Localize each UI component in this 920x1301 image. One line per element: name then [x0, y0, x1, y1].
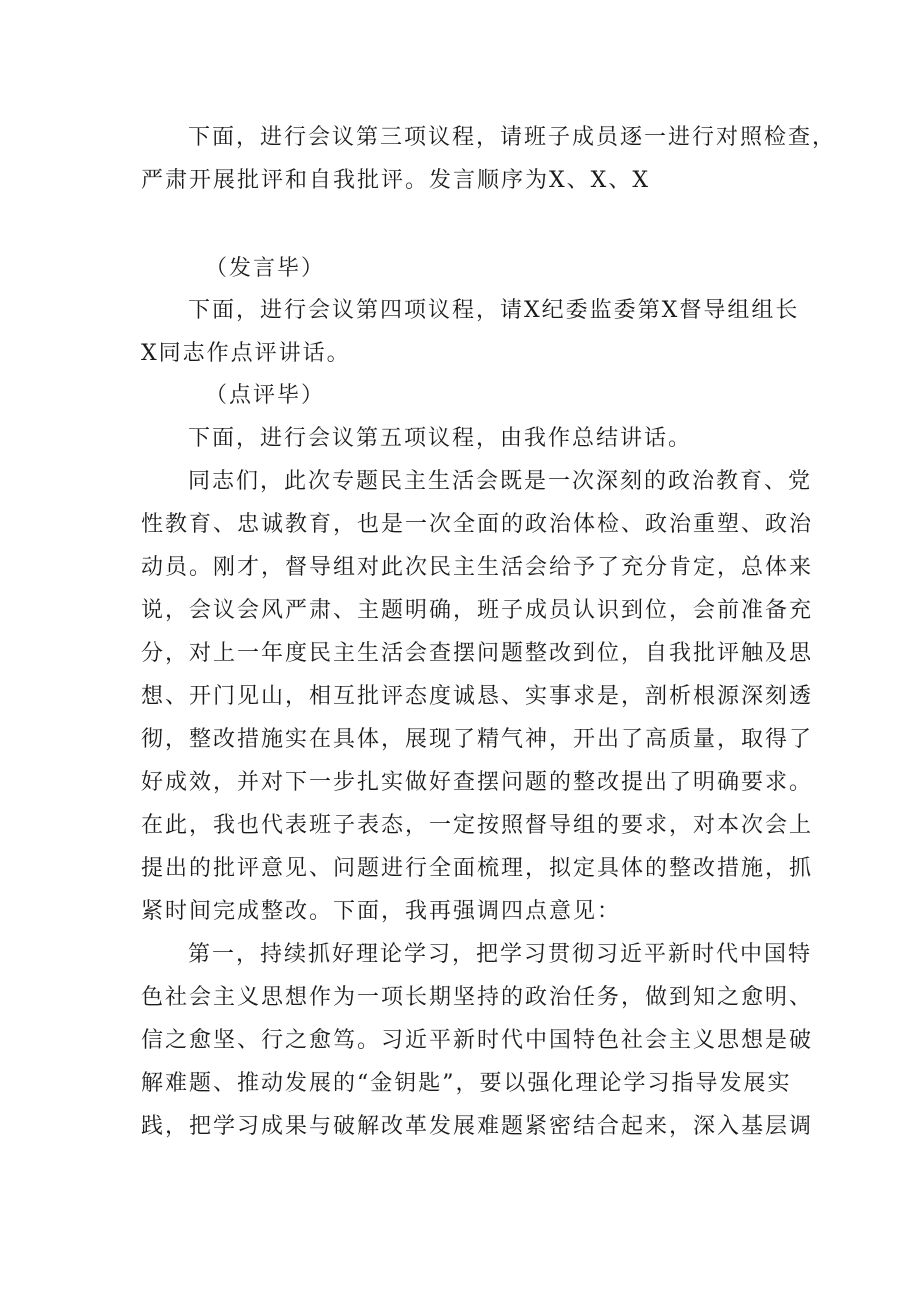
- paragraph-summary-line-11: 紧时间完成整改。下面，我再强调四点意见：: [141, 899, 622, 924]
- paragraph-summary-line-6: 想、开门见山，相互批评态度诚恳、实事求是，剖析根源深刻透: [141, 684, 814, 709]
- paragraph-agenda-3-line-1: 下面，进行会议第三项议程，请班子成员逐一进行对照检查，: [188, 125, 837, 150]
- paragraph-agenda-4-line-2: X同志作点评讲话。: [141, 341, 351, 366]
- paragraph-summary-line-10: 提出的批评意见、问题进行全面梳理，拟定具体的整改措施，抓: [141, 856, 814, 881]
- note-comment-end: （点评毕）: [205, 383, 326, 408]
- paragraph-summary-line-2: 性教育、忠诚教育，也是一次全面的政治体检、政治重塑、政治: [141, 512, 814, 537]
- paragraph-summary-line-9: 在此，我也代表班子表态，一定按照督导组的要求，对本次会上: [141, 813, 814, 838]
- paragraph-summary-line-8: 好成效，并对下一步扎实做好查摆问题的整改提出了明确要求。: [141, 770, 814, 795]
- paragraph-point-1-line-2: 色社会主义思想作为一项长期坚持的政治任务，做到知之愈明、: [141, 985, 814, 1010]
- paragraph-summary-line-5: 分，对上一年度民主生活会查摆问题整改到位，自我批评触及思: [141, 641, 814, 666]
- paragraph-point-1-line-4: 解难题、推动发展的“金钥匙”，要以强化理论学习指导发展实: [141, 1071, 792, 1096]
- paragraph-summary-line-3: 动员。刚才，督导组对此次民主生活会给予了充分肯定，总体来: [141, 555, 814, 580]
- paragraph-point-1-line-3: 信之愈坚、行之愈笃。习近平新时代中国特色社会主义思想是破: [141, 1028, 814, 1053]
- paragraph-agenda-3-line-2: 严肃开展批评和自我批评。发言顺序为X、X、X: [141, 168, 650, 193]
- paragraph-summary-line-1: 同志们，此次专题民主生活会既是一次深刻的政治教育、党: [188, 469, 813, 494]
- paragraph-agenda-4-line-1: 下面，进行会议第四项议程，请X纪委监委第X督导组组长: [188, 298, 800, 323]
- note-speech-end: （发言毕）: [205, 256, 326, 281]
- paragraph-point-1-line-5: 践，把学习成果与破解改革发展难题紧密结合起来，深入基层调: [141, 1114, 814, 1139]
- paragraph-summary-line-4: 说，会议会风严肃、主题明确，班子成员认识到位，会前准备充: [141, 598, 814, 623]
- paragraph-point-1-line-1: 第一，持续抓好理论学习，把学习贯彻习近平新时代中国特: [188, 942, 813, 967]
- paragraph-agenda-5-line-1: 下面，进行会议第五项议程，由我作总结讲话。: [188, 426, 693, 451]
- paragraph-summary-line-7: 彻，整改措施实在具体，展现了精气神，开出了高质量，取得了: [141, 727, 814, 752]
